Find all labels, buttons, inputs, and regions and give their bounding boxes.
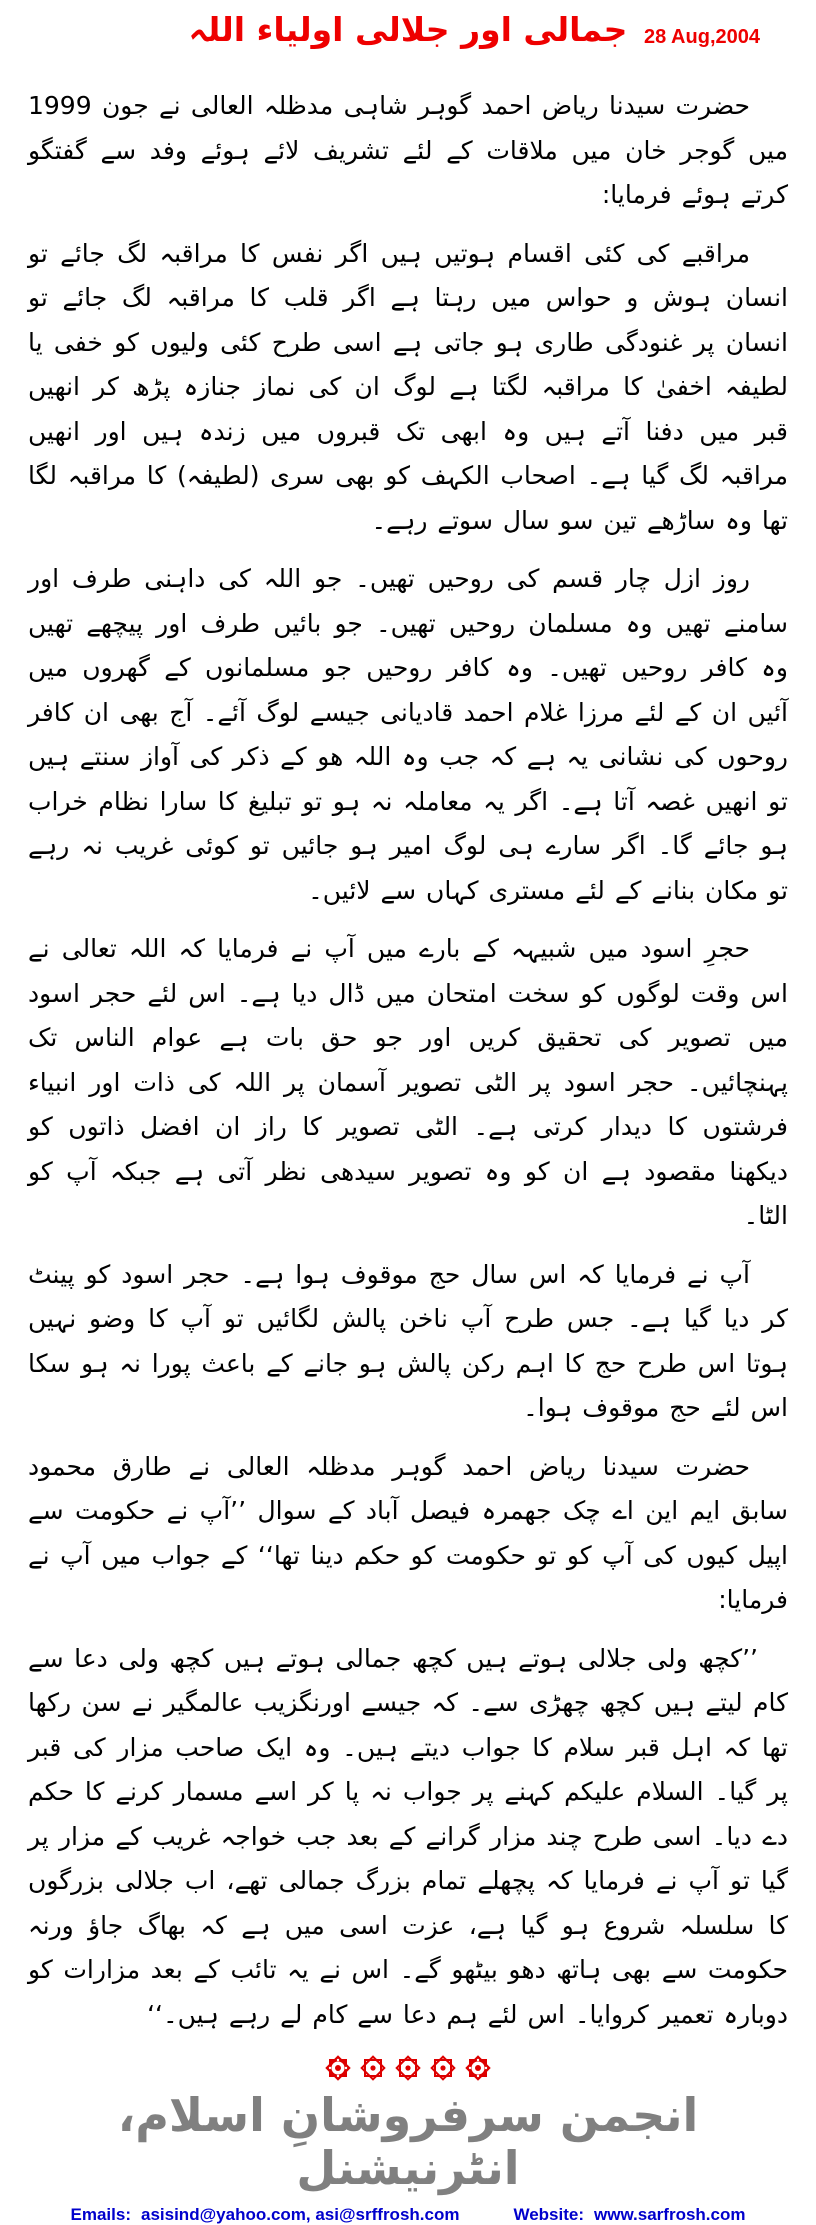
paragraph-hajj: آپ نے فرمایا کہ اس سال حج موقوف ہوا ہے۔ حجر اسود کو پینٹ کر دیا گیا ہے۔ جس طرح آپ ناخن پالش لگائیں تو آپ کا وضو نہیں ہوتا اس طرح حج کا اہم رکن پالش ہو جانے کے باعث پورا نہ ہو سکا اس لئے حج موقوف ہوا۔	[28, 1259, 788, 1422]
ornament-row	[0, 2053, 816, 2083]
paragraph-question: حضرت سیدنا ریاض احمد گوہر مدظلہ العالی نے طارق محمود سابق ایم این اے چک جھمرہ فیصل آباد کے سوال ’’آپ نے حکومت سے اپیل کیوں کی آپ کو تو حکومت کو حکم دینا تھا‘‘ کے جواب میں آپ نے فرمایا:	[28, 1451, 788, 1614]
paragraph-intro: حضرت سیدنا ریاض احمد گوہر شاہی مدظلہ العالی نے جون 1999 میں گوجر خان میں ملاقات کے لئے تشریف لائے ہوئے وفد سے گفتگو کرتے ہوئے فرمایا:	[28, 91, 788, 209]
rosette-filled-icon	[323, 2053, 353, 2083]
email-links[interactable]: asisind@yahoo.com, asi@srffrosh.com	[141, 2204, 460, 2224]
emails-label: Emails:	[70, 2204, 131, 2224]
rosette-filled-icon	[463, 2053, 493, 2083]
date-label: 28 Aug,2004	[644, 26, 760, 48]
paragraph-answer-quote: ’’کچھ ولی جلالی ہوتے ہیں کچھ جمالی ہوتے ہیں کچھ ولی دعا سے کام لیتے ہیں کچھ چھڑی سے۔ کہ جیسے اورنگزیب عالمگیر نے سن رکھا تھا کہ اہل قبر سلام کا جواب دیتے ہیں۔ وہ ایک صاحب مزار کی قبر پر گیا۔ السلام علیکم کہنے پر جواب نہ پا کر اسے مسمار کرنے کا حکم دے دیا۔ اسی طرح چند مزار گرانے کے بعد جب خواجہ غریب کے مزار پر گیا تو آپ نے فرمایا کہ پچھلے تمام بزرگ جمالی تھے، اب جلالی بزرگوں کا سلسلہ شروع ہو گیا ہے، عزت اسی میں ہے کہ بھاگ جاؤ ورنہ حکومت سے بھی ہاتھ دھو بیٹھو گے۔ اس نے یہ تائب کے بعد مزارات کو دوبارہ تعمیر کروایا۔ اس لئے ہم دعا سے کام لے رہے ہیں۔‘‘	[28, 1643, 788, 2029]
organization-name: انجمن سرفروشانِ اسلام، انٹرنیشنل	[117, 2088, 699, 2195]
contact-bar	[0, 2205, 816, 2225]
star-outline-icon	[428, 2053, 458, 2083]
paragraph-hajar-aswad: حجرِ اسود میں شبیہہ کے بارے میں آپ نے فرمایا کہ اللہ تعالی نے اس وقت لوگوں کو سخت امتحان میں ڈال دیا ہے۔ اس لئے حجر اسود میں تصویر کی تحقیق کریں اور جو حق بات ہے عوام الناس تک پہنچائیں۔ حجر اسود پر الٹی تصویر آسمان پر اللہ کی ذات اور انبیاء فرشتوں کا دیدار کرتی ہے۔ الٹی تصویر کا راز ان افضل ذاتوں کو دیکھنا مقصود ہے ان کو وہ تصویر سیدھی نظر آتی ہے جبکہ آپ کو الٹا۔	[28, 934, 788, 1230]
star-outline-icon	[358, 2053, 388, 2083]
page-title: جمالی اور جلالی اولیاء اللہ	[188, 10, 628, 49]
article-body	[0, 72, 816, 2051]
paragraph-muraqaba: مراقبے کی کئی اقسام ہوتیں ہیں اگر نفس کا مراقبہ لگ جائے تو انسان ہوش و حواس میں رہتا ہے اگر قلب کا مراقبہ لگ جائے تو انسان پر غنودگی طاری ہو جاتی ہے اسی طرح کئی ولیوں کو خفی یا لطیفہ اخفیٰ کا مراقبہ لگتا ہے لوگ ان کی نماز جنازہ پڑھ کر انھیں قبر میں دفنا آتے ہیں وہ ابھی تک قبروں میں زندہ ہیں اور انھیں مراقبہ لگ گیا ہے۔ اصحاب الکہف کو بھی سری (لطیفہ) کا مراقبہ لگا تھا وہ ساڑھے تین سو سال سوتے رہے۔	[28, 238, 788, 535]
paragraph-souls: روز ازل چار قسم کی روحیں تھیں۔ جو اللہ کی داہنی طرف اور سامنے تھیں وہ مسلمان روحیں تھیں۔ جو بائیں طرف اور پیچھے تھیں وہ کافر روحیں تھیں۔ وہ کافر روحیں جو مسلمانوں کے گھروں میں آئیں ان کے لئے مرزا غلام احمد قادیانی جیسے لوگ آئے۔ آج بھی ان کافر روحوں کی نشانی یہ ہے کہ جب وہ اللہ ھو کے ذکر کی آواز سنتے ہیں تو انھیں غصہ آتا ہے۔ اگر یہ معاملہ نہ ہو تو تبلیغ کا سارا نظام خراب ہو جائے گا۔ اگر سارے ہی لوگ امیر ہو جائیں تو کوئی غریب نہ رہے تو مکان بنانے کے لئے مستری کہاں سے لائیں۔	[28, 564, 788, 905]
header	[0, 0, 816, 72]
website-label: Website:	[513, 2204, 585, 2224]
star-outline-icon	[393, 2053, 423, 2083]
website-link[interactable]: www.sarfrosh.com	[594, 2204, 746, 2224]
